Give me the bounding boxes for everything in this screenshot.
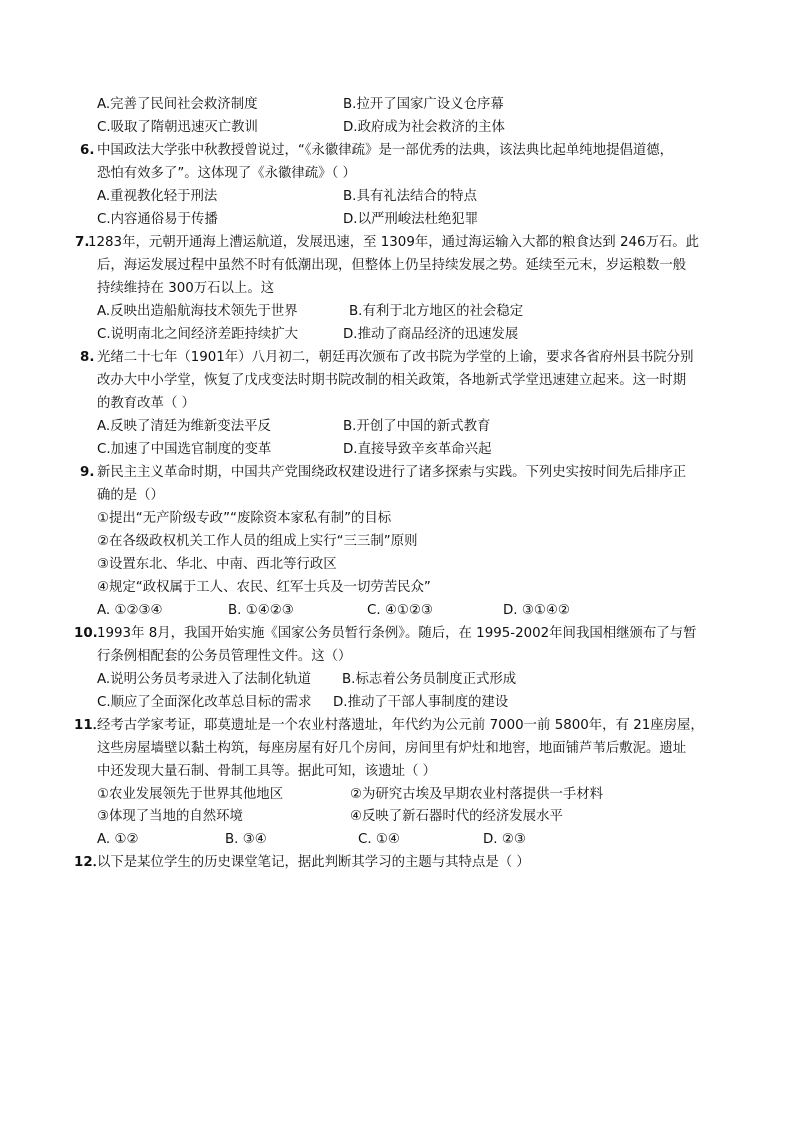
q11-item-2: ②为研究古埃及早期农业村落提供一手材料 [350, 787, 604, 802]
q9-item-3: ③设置东北、华北、中南、西北等行政区 [97, 557, 337, 572]
q6-number: 6. [80, 143, 95, 158]
q7-option-d: D.推动了商品经济的迅速发展 [343, 327, 519, 342]
q11-stem-line-3: 中还发现大量石制、骨制工具等。据此可知，该遗址（ ） [97, 764, 437, 779]
q8-option-c: C.加速了中国选官制度的变革 [97, 442, 272, 457]
q8-stem-line-3: 的教育改革（ ） [97, 396, 195, 411]
q7-option-c: C.说明南北之间经济差距持续扩大 [97, 327, 299, 342]
q7-stem-line-2: 后，海运发展过程中虽然不时有低潮出现，但整体上仍呈持续发展之势。延续至元末，岁运粮数一般 [97, 258, 687, 273]
q8-number: 8. [80, 350, 95, 365]
q8-option-d: D.直接导致辛亥革命兴起 [343, 442, 492, 457]
q11-stem-line-1: 经考古学家考证，耶莫遗址是一个农业村落遗址，年代约为公元前 7000一前 5800年，有 21座房屋， [97, 718, 704, 733]
q10-stem-line-2: 行条例相配套的公务员管理性文件。这（） [97, 649, 352, 664]
q10-number: 10. [74, 626, 98, 641]
q6-stem-line-1: 中国政法大学张中秋教授曾说过，“《永徽律疏》是一部优秀的法典，该法典比起单纯地提倡道德， [97, 143, 674, 158]
q9-option-d: D. ③①④② [503, 603, 570, 618]
q9-number: 9. [80, 465, 95, 480]
q10-option-b: B.标志着公务员制度正式形成 [342, 672, 517, 687]
q11-option-c: C. ①④ [358, 832, 400, 847]
q11-item-4: ④反映了新石器时代的经济发展水平 [350, 809, 563, 824]
q11-option-a: A. ①② [97, 832, 139, 847]
q7-stem-line-1: 1283年，元朝开通海上漕运航道，发展迅速，至 1309年，通过海运输入大都的粮食达到 246万石。此 [88, 235, 700, 250]
q10-option-d: D.推动了干部人事制度的建设 [333, 695, 509, 710]
q5-option-c: C.吸取了隋朝迅速灭亡教训 [97, 120, 258, 135]
q11-item-1: ①农业发展领先于世界其他地区 [97, 787, 284, 802]
q10-option-c: C.顺应了全面深化改革总目标的需求 [97, 695, 312, 710]
q7-stem-line-3: 持续维持在 300万石以上。这 [97, 281, 275, 296]
q9-item-4: ④规定“政权属于工人、农民、红军士兵及一切劳苦民众” [97, 580, 431, 595]
q9-stem-line-1: 新民主主义革命时期，中国共产党围绕政权建设进行了诸多探索与实践。下列史实按时间先后排序正 [97, 465, 687, 480]
q6-stem-line-2: 恐怕有效多了”。这体现了《永徽律疏》（ ） [97, 166, 356, 181]
q6-option-c: C.内容通俗易于传播 [97, 212, 218, 227]
q7-option-b: B.有利于北方地区的社会稳定 [349, 304, 524, 319]
q8-stem-line-1: 光绪二十七年（1901年）八月初二，朝廷再次颁布了改书院为学堂的上谕，要求各省府州县书院分别 [97, 350, 694, 365]
q5-option-b: B.拉开了国家广设义仓序幕 [343, 97, 504, 112]
q11-stem-line-2: 这些房屋墙壁以黏土构筑，每座房屋有好几个房间，房间里有炉灶和地窖，地面铺芦苇后敷泥。遗址 [97, 741, 687, 756]
q12-number: 12． [74, 855, 107, 870]
q6-option-b: B.具有礼法结合的特点 [343, 189, 477, 204]
q9-stem-line-2: 确的是（） [97, 488, 164, 503]
q10-stem-line-1: 1993年 8月，我国开始实施《国家公务员暂行条例》。随后，在 1995-2002年间我国相继颁布了与暂 [97, 626, 697, 641]
q8-option-a: A.反映了清廷为维新变法平反 [97, 419, 271, 434]
q7-number: 7. [75, 235, 90, 250]
q9-option-b: B. ①④②③ [228, 603, 294, 618]
q9-item-2: ②在各级政权机关工作人员的组成上实行“三三制”原则 [97, 534, 418, 549]
q11-option-d: D. ②③ [483, 832, 526, 847]
q11-option-b: B. ③④ [225, 832, 267, 847]
q11-item-3: ③体现了当地的自然环境 [97, 809, 243, 824]
q9-option-c: C. ④①②③ [367, 603, 433, 618]
q5-option-d: D.政府成为社会救济的主体 [343, 120, 505, 135]
q7-option-a: A.反映出造船航海技术领先于世界 [97, 304, 298, 319]
q6-option-d: D.以严刑峻法杜绝犯罪 [343, 212, 479, 227]
q12-stem-line-1: 以下是某位学生的历史课堂笔记，据此判断其学习的主题与其特点是（ ） [97, 855, 530, 870]
q9-option-a: A. ①②③④ [97, 603, 163, 618]
q6-option-a: A.重视教化轻于刑法 [97, 189, 218, 204]
q8-stem-line-2: 改办大中小学堂，恢复了戊戌变法时期书院改制的相关政策，各地新式学堂迅速建立起来。这一时期 [97, 373, 687, 388]
q9-item-1: ①提出“无产阶级专政”“废除资本家私有制”的目标 [97, 511, 392, 526]
q5-option-a: A.完善了民间社会救济制度 [97, 97, 258, 112]
q11-number: 11． [74, 718, 107, 733]
q8-option-b: B.开创了中国的新式教育 [343, 419, 491, 434]
q10-option-a: A.说明公务员考录进入了法制化轨道 [97, 672, 312, 687]
